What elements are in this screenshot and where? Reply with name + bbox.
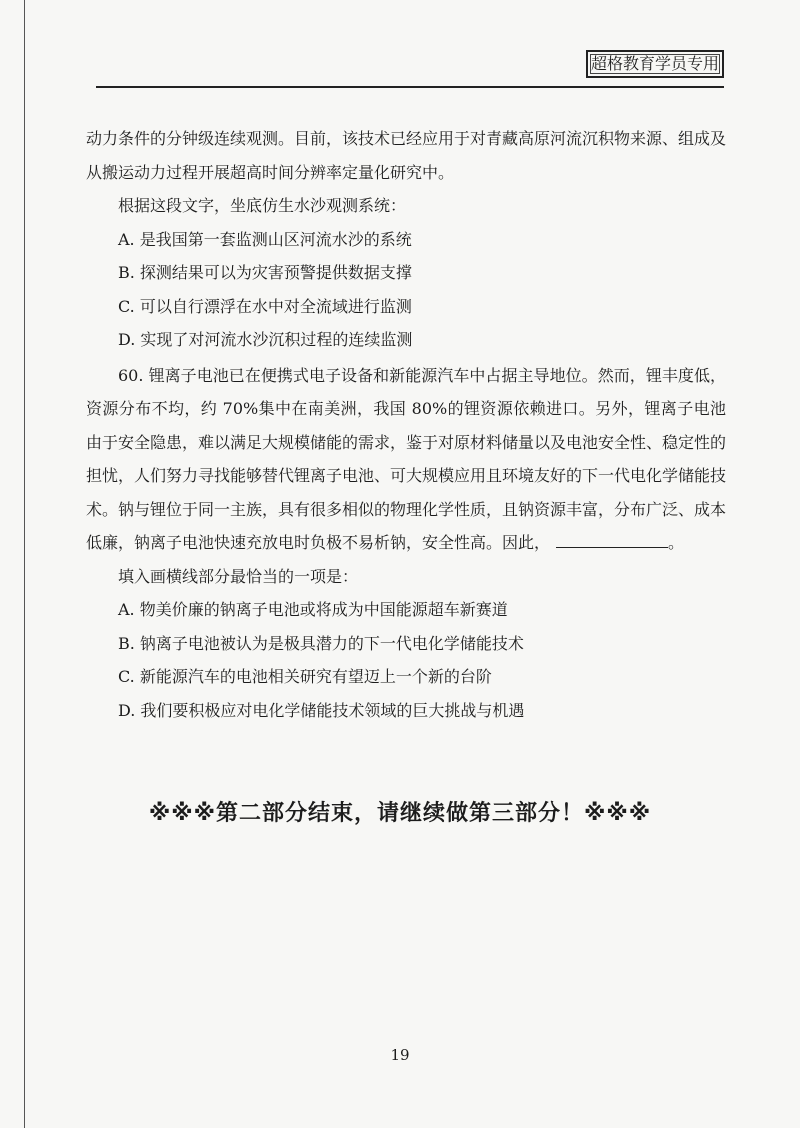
q60-option-b: B. 钠离子电池被认为是极具潜力的下一代电化学储能技术: [118, 633, 524, 653]
q59-option-a: A. 是我国第一套监测山区河流水沙的系统: [118, 229, 412, 249]
q59-option-b: B. 探测结果可以为灾害预警提供数据支撑: [118, 263, 412, 282]
page-content: [86, 122, 726, 727]
header-label: 超格教育学员专用: [590, 54, 719, 73]
q60-stem-end: 。: [668, 533, 685, 552]
header-label-box: [586, 50, 724, 78]
binding-margin-line: [24, 0, 25, 1128]
section-end-banner: ※※※第二部分结束，请继续做第三部分！※※※: [148, 801, 652, 826]
q59-option-d: D. 实现了对河流水沙沉积过程的连续监测: [118, 330, 413, 349]
q60-option-a: A. 物美价廉的钠离子电池或将成为中国能源超车新赛道: [118, 600, 508, 619]
q60-stem-text: 60. 锂离子电池已在便携式电子设备和新能源汽车中占据主导地位。然而，锂丰度低，资源分布不均，约 70%集中在南美洲，我国 80%的锂资源依赖进口。另外，锂离子电池由于安全隐患，难以满足大规模储能的需求，鉴于对原材料储量以及电池安全性、稳定性的担忧，人们努力寻找能够替代锂离子电池、可大规模应用且环境友好的下一代电化学储能技术。钠与锂位于同一主族，具有很多相似的物理化学性质，且钠资源丰富，分布广泛、成本低廉，钠离子电池快速充放电时负极不易析钠，安全性高。因此，: [86, 365, 727, 552]
page-number: 19: [390, 1046, 410, 1064]
q60-option-d: D. 我们要积极应对电化学储能技术领域的巨大挑战与机遇: [118, 700, 525, 720]
q60-blank: [556, 533, 668, 548]
q59-prompt: 根据这段文字，坐底仿生水沙观测系统：: [118, 196, 407, 215]
q60-option-c: C. 新能源汽车的电池相关研究有望迈上一个新的台阶: [118, 667, 492, 686]
q60-stem: [86, 359, 726, 560]
header-rule: [96, 86, 724, 88]
q60-prompt: 填入画横线部分最恰当的一项是：: [118, 566, 359, 586]
q59-option-c: C. 可以自行漂浮在水中对全流域进行监测: [118, 296, 412, 316]
q60-block: [86, 359, 726, 728]
q59-continuation: 动力条件的分钟级连续观测。目前，该技术已经应用于对青藏高原河流沉积物来源、组成及从搬运动力过程开展超高时间分辨率定量化研究中。: [86, 129, 727, 182]
